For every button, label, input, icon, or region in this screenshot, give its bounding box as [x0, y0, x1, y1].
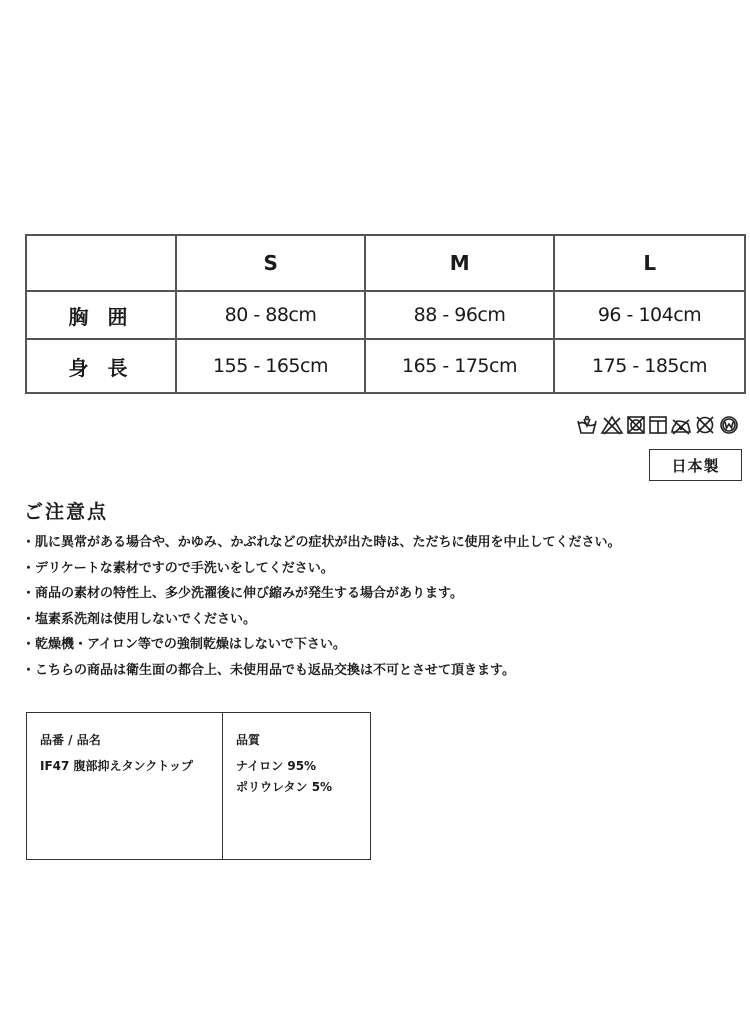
low-iron-icon [670, 415, 692, 435]
note-item: ・乾燥機・アイロン等での強制乾燥はしないで下さい。 [22, 637, 346, 652]
bust-m: 88 - 96cm [365, 291, 554, 339]
wet-clean-icon [718, 415, 740, 435]
product-name-label: 品番 / 品名 [40, 733, 101, 747]
size-header-s: S [176, 235, 365, 291]
material-line: ナイロン 95% [236, 759, 317, 773]
size-header-l: L [554, 235, 745, 291]
no-tumble-dry-icon [626, 415, 646, 435]
material-line: ポリウレタン 5% [236, 780, 333, 794]
note-item: ・商品の素材の特性上、多少洗濯後に伸び縮みが発生する場合があります。 [22, 586, 463, 601]
product-name-value: IF47 腹部抑えタンクトップ [40, 759, 193, 773]
height-s: 155 - 165cm [176, 339, 365, 393]
height-l: 175 - 185cm [554, 339, 745, 393]
size-header-empty [26, 235, 176, 291]
size-header-m: M [365, 235, 554, 291]
size-header-row [26, 235, 745, 291]
size-table [25, 234, 746, 394]
bust-label: 胸 囲 [26, 291, 176, 339]
bust-l: 96 - 104cm [554, 291, 745, 339]
height-row [26, 339, 745, 393]
bust-s: 80 - 88cm [176, 291, 365, 339]
height-label: 身 長 [26, 339, 176, 393]
line-dry-icon [648, 415, 668, 435]
note-item: ・塩素系洗剤は使用しないでください。 [22, 611, 257, 627]
care-icons [576, 414, 740, 436]
origin-label: 日本製 [649, 449, 742, 481]
product-name-cell [27, 713, 223, 860]
bust-row [26, 291, 745, 339]
product-material-label: 品質 [236, 733, 261, 747]
product-table [26, 712, 371, 860]
height-m: 165 - 175cm [365, 339, 554, 393]
no-bleach-icon [600, 415, 624, 435]
notes-title: ご注意点 [24, 501, 109, 523]
hand-wash-icon [576, 415, 598, 435]
notes-list [22, 530, 621, 683]
note-item: ・肌に異常がある場合や、かゆみ、かぶれなどの症状が出た時は、ただちに使用を中止してください。 [22, 535, 621, 550]
note-item: ・こちらの商品は衛生面の都合上、未使用品でも返品交換は不可とさせて頂きます。 [22, 662, 515, 678]
product-material-cell [223, 713, 371, 860]
note-item: ・デリケートな素材ですので手洗いをしてください。 [22, 560, 334, 576]
no-dry-clean-icon [694, 415, 716, 435]
